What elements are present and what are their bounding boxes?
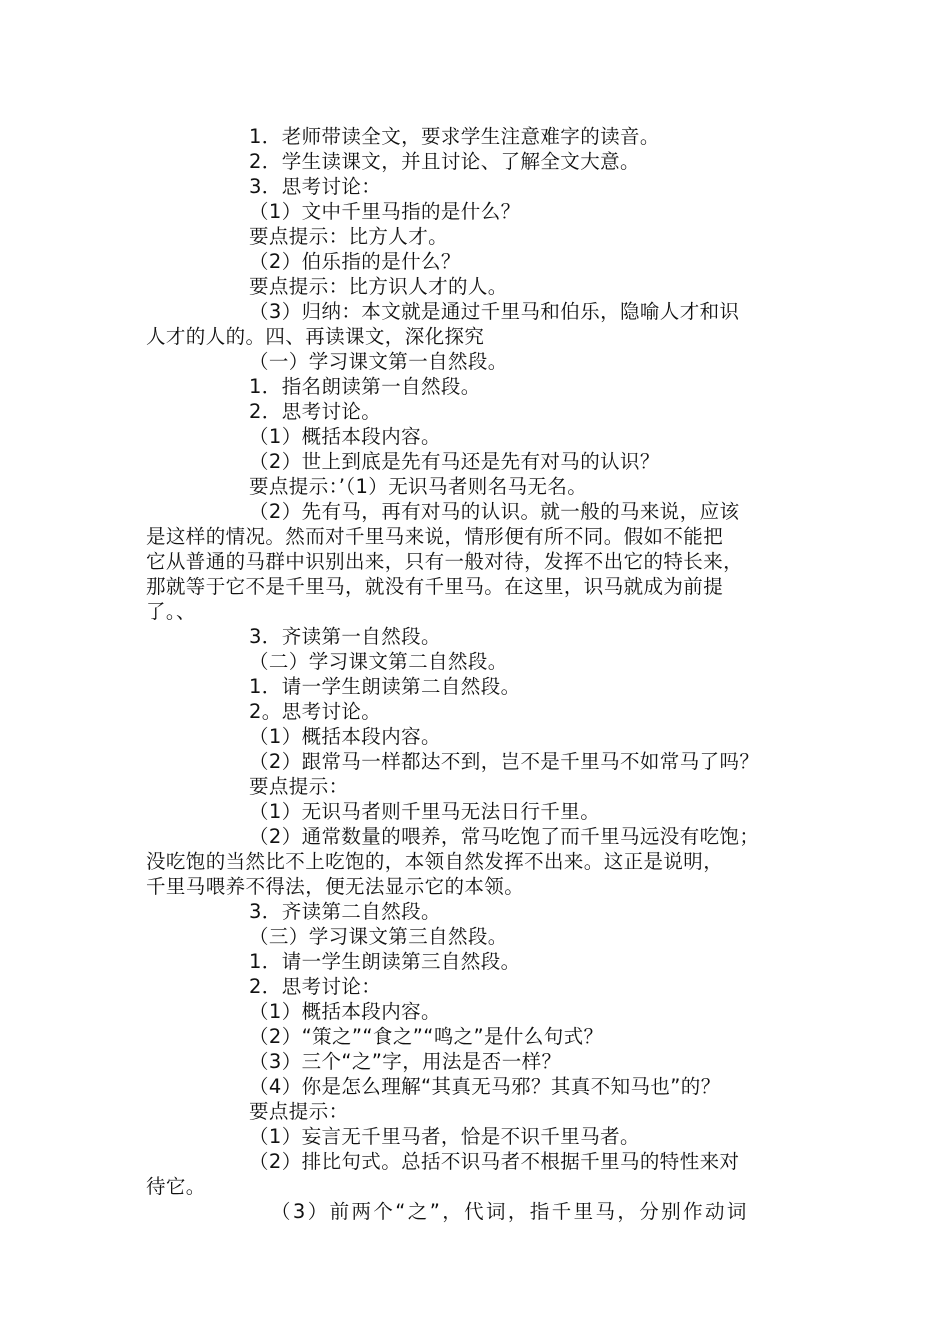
text-line: 3．思考讨论：: [249, 175, 382, 198]
text-line: 1．老师带读全文，要求学生注意难字的读音。: [249, 125, 660, 148]
section-heading: （二）学习课文第二自然段。: [249, 650, 508, 673]
text-line: 3．齐读第一自然段。: [249, 625, 441, 648]
text-line: （2）跟常马一样都达不到，岂不是千里马不如常马了吗？: [249, 750, 760, 773]
text-line: 要点提示：’（1）无识马者则名马无名。: [249, 475, 588, 498]
text-line: （1）概括本段内容。: [249, 1000, 441, 1023]
text-line: （2）排比句式。总括不识马者不根据千里马的特性来对: [249, 1150, 740, 1173]
text-line: （2）“策之”“食之”“鸣之”是什么句式？: [249, 1025, 604, 1048]
text-line: 2．思考讨论。: [249, 400, 382, 423]
text-line: （2）通常数量的喂养，常马吃饱了而千里马远没有吃饱；: [249, 825, 760, 848]
text-line: 待它。: [146, 1175, 206, 1198]
text-line: 3．齐读第二自然段。: [249, 900, 441, 923]
text-line: （3）三个“之”字，用法是否一样？: [249, 1050, 562, 1073]
text-line: 了。、: [146, 600, 196, 623]
text-line: （3）前两个“之”，代词，指千里马，分别作动词: [271, 1200, 749, 1223]
text-line: 1．请一学生朗读第三自然段。: [249, 950, 521, 973]
text-line: 它从普通的马群中识别出来，只有一般对待，发挥不出它的特长来，: [146, 550, 744, 573]
text-line: （1）无识马者则千里马无法日行千里。: [249, 800, 601, 823]
text-line: （2）先有马，再有对马的认识。就一般的马来说，应该: [249, 500, 740, 523]
section-heading: （一）学习课文第一自然段。: [249, 350, 508, 373]
text-line: 是这样的情况。然而对千里马来说，情形便有所不同。假如不能把: [146, 525, 724, 548]
text-line: 要点提示：: [249, 775, 349, 798]
text-line: （4）你是怎么理解“其真无马邪？其真不知马也”的？: [249, 1075, 721, 1098]
text-line: 2．思考讨论：: [249, 975, 382, 998]
text-line: 2．学生读课文，并且讨论、了解全文大意。: [249, 150, 640, 173]
text-line: （1）概括本段内容。: [249, 725, 441, 748]
text-line: （1）概括本段内容。: [249, 425, 441, 448]
text-line: 千里马喂养不得法，便无法显示它的本领。: [146, 875, 525, 898]
text-line: 要点提示：比方人才。: [249, 225, 449, 248]
section-heading: （三）学习课文第三自然段。: [249, 925, 508, 948]
text-line: 2。思考讨论。: [249, 700, 382, 723]
text-line: 1．请一学生朗读第二自然段。: [249, 675, 521, 698]
text-line: （2）伯乐指的是什么？: [249, 250, 461, 273]
text-line: 要点提示：比方识人才的人。: [249, 275, 508, 298]
text-line: （1）文中千里马指的是什么？: [249, 200, 521, 223]
text-line: 那就等于它不是千里马，就没有千里马。在这里，识马就成为前提: [146, 575, 724, 598]
text-line: 要点提示：: [249, 1100, 349, 1123]
text-line: 没吃饱的当然比不上吃饱的，本领自然发挥不出来。这正是说明，: [146, 850, 724, 873]
text-line: （3）归纳：本文就是通过千里马和伯乐，隐喻人才和识: [249, 300, 740, 323]
text-line: 1．指名朗读第一自然段。: [249, 375, 481, 398]
text-line: （1）妄言无千里马者，恰是不识千里马者。: [249, 1125, 640, 1148]
text-line: 人才的人的。四、再读课文，深化探究: [146, 325, 485, 348]
text-line: （2）世上到底是先有马还是先有对马的认识？: [249, 450, 660, 473]
